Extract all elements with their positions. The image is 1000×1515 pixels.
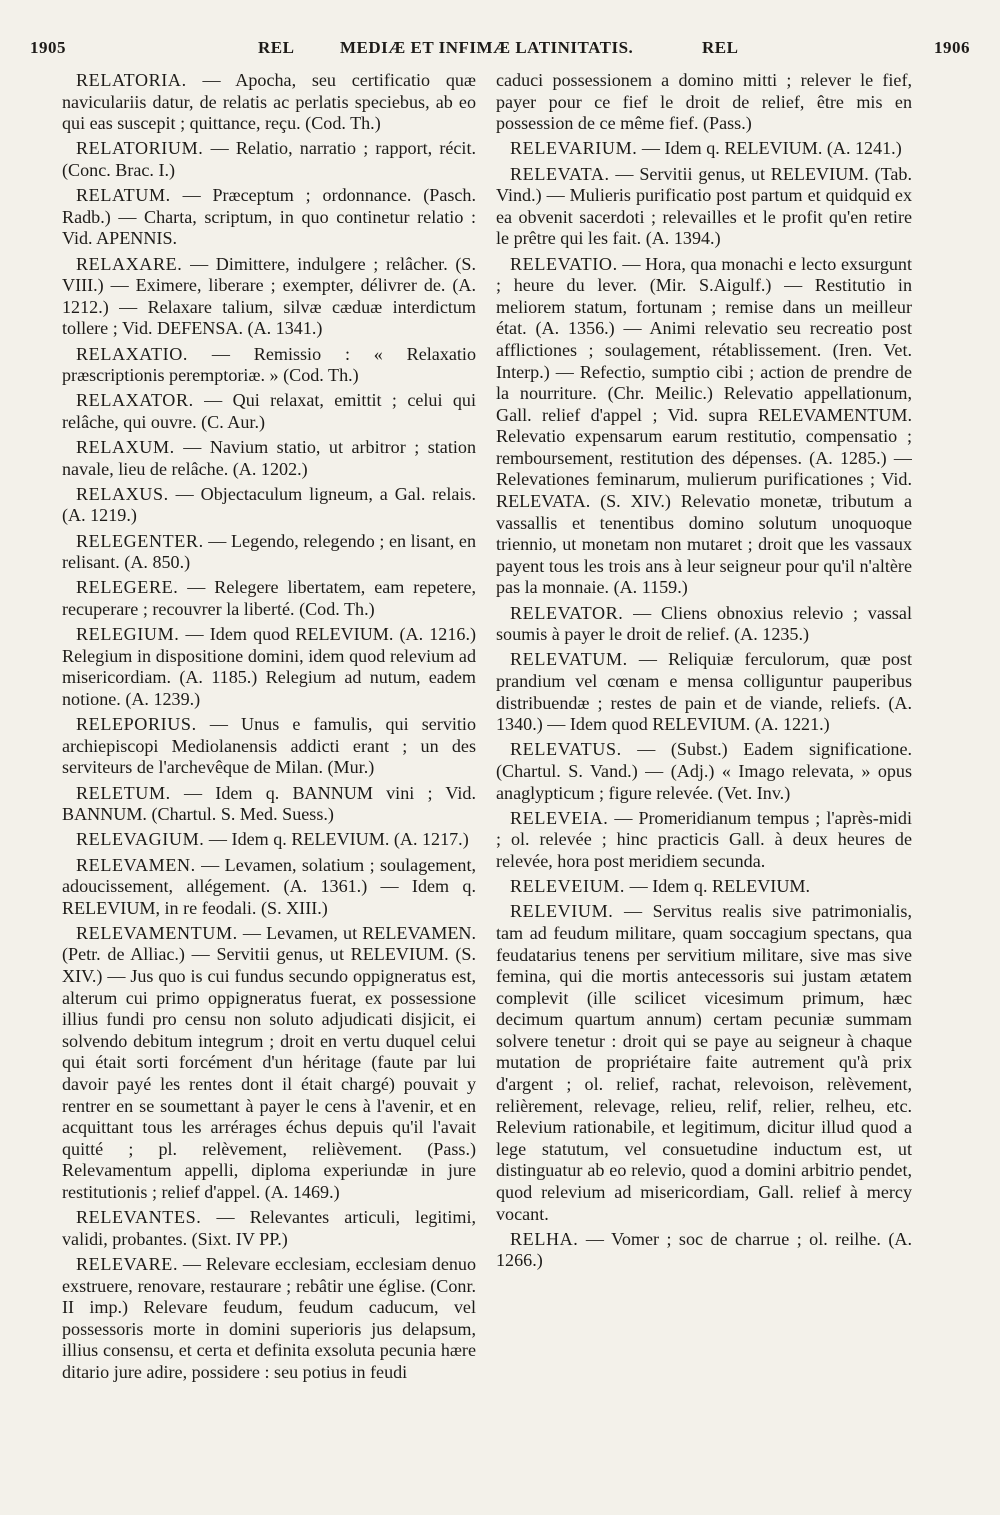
entry-definition: — (Subst.) Eadem significatione. (Chartul. S. Vand.) — (Adj.) « Imago relevata, » opus anaglypticum ; figure relevée. (Vet. Inv.): [496, 739, 912, 803]
entry-definition: — Levamen, ut RELEVAMEN. (Petr. de Alliac.) — Servitii genus, ut RELEVIUM. (S. XIV.) — Jus quo is cui fundus secundo oppigneratus est, alterum cui primo oppigneratus fuerat, ex possessione illius fundi pro censu non soluto adjudicati disjicit, ei solvendo debitum integrum ; droit en vertu duquel celui qui était sorti forcément d'un héritage (faute par lui davoir payé les rentes dont il était chargé) pouvait y rentrer en se soumettant à payer le cens à l'avenir, et en acquittant tous les arrérages échus depuis qu'il l'avait quitté ; pl. relèvement, relièvement. (Pass.) Relevamentum appelli, diploma experiundæ in jure restitutionis ; relief d'appel. (A. 1469.): [62, 922, 476, 1202]
entry-definition: — Relegere libertatem, eam repetere, recuperare ; recouvrer la liberté. (Cod. Th.): [62, 577, 476, 619]
entry-definition: — Reliquiæ ferculorum, quæ post prandium vel cœnam e mensa colliguntur pauperibus distribuendæ ; restes de pain et de viande, reliefs. (A. 1340.) — Idem quod RELEVIUM. (A. 1221.): [496, 649, 912, 735]
entry-headword: RELEGIUM.: [76, 624, 180, 645]
entry-definition: — Relevantes articuli, legitimi, validi, probantes. (Sixt. IV PP.): [62, 1207, 476, 1249]
dictionary-entry: [62, 484, 476, 527]
entry-headword: RELATUM.: [76, 185, 171, 206]
entry-definition: — Levamen, solatium ; soulagement, adoucissement, allégement. (A. 1361.) — Idem q. RELEVIUM, in re feodali. (S. XIII.): [62, 854, 476, 918]
entry-definition: — Hora, qua monachi e lecto exsurgunt ; heure du lever. (Mir. S.Aigulf.) — Restitutio in meliorem statum, fortunam ; remise dans un meilleur état. (A. 1356.) — Animi relevatio seu recreatio post afflictiones ; soulagement, rétablissement. (Iren. Vet. Interp.) — Refectio, sumptio cibi ; action de prendre de la nourriture. (Chr. Meilic.) Relevatio appellationum, Gall. relief d'appel ; Vid. supra RELEVAMENTUM. Relevatio expensarum earum restitutio, compensatio ; remboursement, restitution des dépenses. (A. 1285.) — Relevationes feminarum, mulierum purificationes ; Vid. RELEVATA. (S. XIV.) Relevatio monetæ, tributum a vassallis et tenentibus domino solutum unoquoque triennio, ut monetam non mutaret ; droit que les vassaux payent tous les trois ans à leur seigneur pour qu'il n'altère pas la monnaie. (A. 1159.): [496, 253, 912, 598]
entry-definition: caduci possessionem a domino mitti ; relever le fief, payer pour ce fief le droit de relief, être mis en possession de ce même fief. (Pass.): [496, 70, 912, 134]
running-title: MEDIÆ ET INFIMÆ LATINITATIS.: [340, 38, 634, 57]
entry-headword: RELEVEIA.: [510, 807, 609, 828]
dictionary-entry: [62, 714, 476, 779]
entry-headword: RELEVARIUM.: [510, 138, 638, 159]
running-header: [30, 38, 970, 68]
entry-definition: — Promeridianum tempus ; l'après-midi ; ol. relevée ; hinc practicis Gall. à deux heures de relevée, hora post meridiem secunda.: [496, 807, 912, 871]
dictionary-entry: [62, 1254, 476, 1384]
dictionary-entry: [62, 185, 476, 250]
dictionary-entry: [62, 344, 476, 387]
entry-definition: — Cliens obnoxius relevio ; vassal soumis à payer le droit de relief. (A. 1235.): [496, 602, 912, 645]
entry-definition: — Servitii genus, ut RELEVIUM. (Tab. Vind.) — Mulieris purificatio post partum et quidquid ex ea obvenit sacerdoti ; relevailles et le profit qu'en retire le prêtre qui les fait. (A. 1394.): [496, 163, 912, 249]
page-number-left: 1905: [30, 38, 66, 57]
dictionary-entry: [62, 1207, 476, 1250]
entry-headword: RELAXUM.: [76, 437, 175, 458]
entry-headword: RELAXUS.: [76, 483, 169, 504]
entry-headword: RELEVATOR.: [510, 602, 624, 623]
entry-definition: — Idem q. BANNUM vini ; Vid. BANNUM. (Chartul. S. Med. Suess.): [62, 782, 476, 825]
dictionary-entry: [62, 923, 476, 1204]
dictionary-entry: [62, 254, 476, 340]
entry-definition: — Relatio, narratio ; rapport, récit. (Conc. Brac. I.): [62, 138, 476, 180]
entry-headword: RELAXATOR.: [76, 390, 194, 411]
dictionary-entry: [62, 70, 476, 135]
entry-definition: — Idem q. RELEVIUM. (A. 1241.): [637, 138, 902, 159]
dictionary-entry: [496, 876, 912, 898]
catchword-left: REL: [258, 38, 295, 57]
entry-headword: RELAXATIO.: [76, 343, 189, 364]
entry-headword: RELHA.: [510, 1228, 579, 1249]
dictionary-entry: [62, 783, 476, 826]
catchword-right: REL: [702, 38, 739, 57]
dictionary-entry: [62, 829, 476, 851]
entry-headword: RELEVAGIUM.: [76, 829, 205, 850]
entry-definition: — Servitus realis sive patrimonialis, tam ad feudum militare, quam soccagium spectans, qua feudatarius tenens per servitium militare, sive mas sive femina, qui die mortis antecessoris sui justam ætatem complevit (ille scilicet vicesimum primum, hæc decimum quartum annum) certam pecuniæ summam solvere tenetur : droit qui se paye au seigneur à chaque mutation de propriétaire faite autrement qu'à prix d'argent ; ol. relief, rachat, relevoison, relèvement, relièrement, relevage, relieu, relif, relier, relheu, etc. Relevium rationabile, et legitimum, dicitur illud quod a lege statutum, vel consuetudine inductum est, ut distinguatur ab eo relevio, quod a domini arbitrio pendet, quod relevium ad misericordiam, Gall. relief à mercy vocant.: [496, 901, 912, 1224]
dictionary-entry: [496, 254, 912, 600]
entry-definition: — Objectaculum ligneum, a Gal. relais. (A. 1219.): [62, 483, 476, 526]
entry-headword: RELETUM.: [76, 782, 171, 803]
right-column: [496, 70, 912, 1495]
entry-headword: RELEVEIUM.: [510, 876, 626, 897]
dictionary-entry: [496, 70, 912, 135]
dictionary-entry: [62, 624, 476, 710]
entry-definition: — Dimittere, indulgere ; relâcher. (S. VIII.) — Eximere, liberare ; exempter, délivrer de. (A. 1212.) — Relaxare talium, silvæ cæduæ interdictum tollere ; Vid. DEFENSA. (A. 1341.): [62, 253, 476, 339]
entry-headword: RELEVARE.: [76, 1253, 179, 1274]
dictionary-entry: [62, 531, 476, 574]
dictionary-entry: [62, 855, 476, 920]
dictionary-entry: [496, 1229, 912, 1272]
entry-definition: — Præceptum ; ordonnance. (Pasch. Radb.) — Charta, scriptum, in quo continetur relatio : Vid. APENNIS.: [62, 185, 476, 249]
dictionary-entry: [496, 603, 912, 646]
left-column: [62, 70, 476, 1495]
entry-definition: — Navium statio, ut arbitror ; station navale, lieu de relâche. (A. 1202.): [62, 437, 476, 479]
entry-definition: — Vomer ; soc de charrue ; ol. reilhe. (A. 1266.): [496, 1228, 912, 1271]
entry-headword: RELEVAMENTUM.: [76, 922, 238, 943]
dictionary-entry: [496, 901, 912, 1225]
entry-definition: — Apocha, seu certificatio quæ naviculariis datur, de relatis ac perlatis speciebus, ab eo qui eas suscepit ; quittance, reçu. (Cod. Th.): [62, 70, 476, 134]
entry-headword: RELATORIUM.: [76, 138, 204, 159]
entry-headword: RELEGERE.: [76, 577, 179, 598]
dictionary-entry: [496, 138, 912, 160]
entry-definition: — Idem quod RELEVIUM. (A. 1216.) Relegium in dispositione domini, idem quod relevium ad misericordiam. (A. 1185.) Relegium ad nutum, eadem notione. (A. 1239.): [62, 624, 476, 709]
entry-headword: RELEVANTES.: [76, 1207, 202, 1228]
dictionary-entry: [496, 808, 912, 873]
dictionary-entry: [62, 390, 476, 433]
entry-headword: RELAXARE.: [76, 253, 183, 274]
entry-headword: RELEVATUM.: [510, 649, 628, 670]
entry-definition: — Idem q. RELEVIUM.: [625, 876, 810, 897]
dictionary-entry: [62, 577, 476, 620]
dictionary-entry: [496, 649, 912, 735]
entry-definition: — Idem q. RELEVIUM. (A. 1217.): [204, 829, 469, 850]
dictionary-entry: [62, 437, 476, 480]
entry-definition: — Legendo, relegendo ; en lisant, en relisant. (A. 850.): [62, 530, 476, 573]
page-number-right: 1906: [934, 38, 970, 57]
dictionary-entry: [496, 164, 912, 250]
entry-definition: — Qui relaxat, emittit ; celui qui relâche, qui ouvre. (C. Aur.): [62, 390, 476, 432]
entry-headword: RELEVATUS.: [510, 739, 622, 760]
entry-definition: — Remissio : « Relaxatio præscriptionis peremptoriæ. » (Cod. Th.): [62, 343, 476, 386]
entry-definition: — Relevare ecclesiam, ecclesiam denuo exstruere, renovare, restaurare ; rebâtir une église. (Conr. II imp.) Relevare feudum, feudum caducum, vel possessoris morte in domini superioris jus delapsum, illius consensu, et certa et definita exsoluta pecunia hære ditario jure adire, possidere : seu potius in feudi: [62, 1253, 476, 1382]
entry-headword: RELEVATIO.: [510, 253, 618, 274]
entry-headword: RELATORIA.: [76, 70, 187, 90]
dictionary-entry: [496, 739, 912, 804]
entry-definition: — Unus e famulis, qui servitio archiepiscopi Mediolanensis addicti erant ; un des serviteurs de l'archevêque de Milan. (Mur.): [62, 714, 476, 778]
entry-headword: RELEVIUM.: [510, 901, 614, 922]
entry-headword: RELEGENTER.: [76, 530, 204, 551]
entry-headword: RELEVATA.: [510, 163, 610, 184]
entry-headword: RELEPORIUS.: [76, 714, 197, 735]
entry-headword: RELEVAMEN.: [76, 854, 196, 875]
dictionary-entry: [62, 138, 476, 181]
